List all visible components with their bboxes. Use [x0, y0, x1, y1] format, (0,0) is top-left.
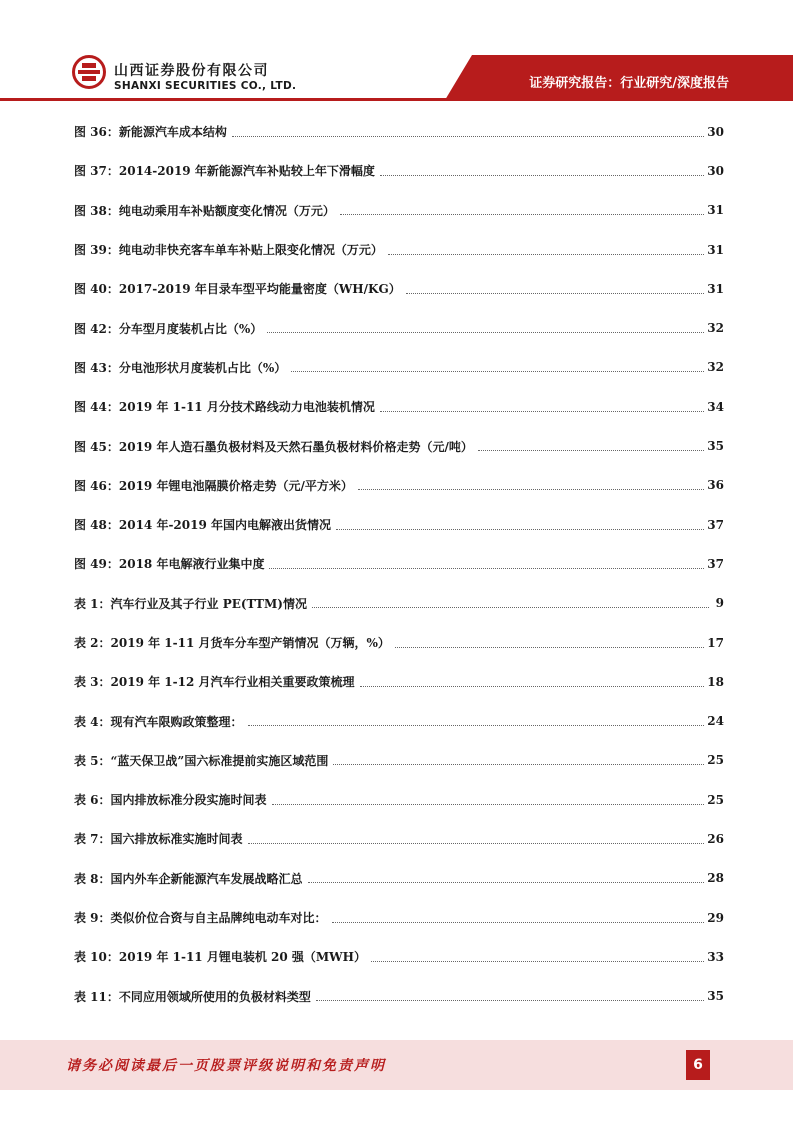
toc-leader-dots: [332, 921, 705, 923]
toc-leader-dots: [395, 646, 704, 648]
toc-leader-dots: [360, 685, 705, 687]
toc-entry-page: 32: [707, 321, 724, 336]
toc-entry-label: 表 9：类似价位合资与自主品牌纯电动车对比：: [74, 911, 327, 926]
toc-leader-dots: [312, 606, 709, 608]
toc-leader-dots: [316, 999, 704, 1001]
toc-entry-page: 30: [707, 163, 724, 178]
toc-entry-label: 图 36：新能源汽车成本结构: [74, 125, 227, 140]
toc-entry[interactable]: [74, 819, 724, 858]
toc-entry-page: 37: [707, 517, 724, 532]
toc-entry[interactable]: [74, 308, 724, 347]
toc-entry[interactable]: [74, 662, 724, 701]
toc-entry[interactable]: [74, 426, 724, 465]
toc-leader-dots: [248, 842, 705, 844]
toc-entry-page: 30: [707, 124, 724, 139]
toc-leader-dots: [358, 488, 704, 490]
toc-entry-label: 表 2：2019 年 1-11 月货车分车型产销情况（万辆，%）: [74, 636, 390, 650]
toc-entry-label: 图 38：纯电动乘用车补贴额度变化情况（万元）: [74, 203, 335, 218]
toc-entry[interactable]: [74, 191, 724, 230]
toc-entry[interactable]: [74, 505, 724, 544]
toc-entry[interactable]: [74, 623, 724, 662]
toc-entry[interactable]: [74, 466, 724, 505]
toc-entry-page: 34: [707, 399, 724, 414]
toc-entry-label: 图 45：2019 年人造石墨负极材料及天然石墨负极材料价格走势（元/吨）: [74, 439, 473, 454]
toc-entry-page: 35: [707, 989, 724, 1004]
toc-leader-dots: [371, 960, 704, 962]
toc-entry[interactable]: [74, 269, 724, 308]
report-type: 证券研究报告：行业研究/深度报告: [529, 76, 729, 91]
toc-entry-label: 图 44：2019 年 1-11 月分技术路线动力电池装机情况: [74, 400, 375, 415]
toc-leader-dots: [478, 449, 704, 451]
toc-leader-dots: [291, 370, 704, 372]
toc-entry-label: 图 37：2014-2019 年新能源汽车补贴较上年下滑幅度: [74, 164, 375, 179]
toc-leader-dots: [380, 410, 704, 412]
toc-leader-dots: [272, 803, 705, 805]
toc-entry[interactable]: [74, 937, 724, 976]
toc-entry[interactable]: [74, 898, 724, 937]
toc-entry-page: 25: [707, 753, 724, 768]
toc-entry-page: 26: [707, 831, 724, 846]
toc-leader-dots: [267, 331, 704, 333]
disclaimer-note: 请务必阅读最后一页股票评级说明和免责声明: [66, 1058, 386, 1074]
toc-entry-page: 29: [707, 910, 724, 925]
toc-entry-label: 表 1：汽车行业及其子行业 PE(TTM)情况: [74, 596, 307, 611]
toc-entry-label: 表 7：国六排放标准实施时间表: [74, 832, 243, 847]
toc-entry[interactable]: [74, 348, 724, 387]
toc-entry[interactable]: [74, 741, 724, 780]
company-name-cn: 山西证券股份有限公司: [114, 63, 269, 79]
company-name-en: SHANXI SECURITIES CO., LTD.: [114, 80, 297, 92]
toc-entry-label: 图 42：分车型月度装机占比（%）: [74, 321, 263, 336]
toc-entry-label: 图 46：2019 年锂电池隔膜价格走势（元/平方米）: [74, 478, 353, 493]
toc-entry[interactable]: [74, 151, 724, 190]
toc-entry[interactable]: [74, 584, 724, 623]
toc-entry[interactable]: [74, 544, 724, 583]
toc-entry-page: 31: [707, 281, 724, 296]
toc-leader-dots: [333, 763, 704, 765]
toc-entry-label: 图 48：2014 年-2019 年国内电解液出货情况: [74, 518, 332, 533]
toc-entry-label: 图 39：纯电动非快充客车单车补贴上限变化情况（万元）: [74, 243, 383, 258]
table-of-figures: [74, 112, 724, 1016]
toc-entry[interactable]: [74, 387, 724, 426]
toc-entry-page: 9: [715, 596, 724, 611]
toc-entry-label: 图 40：2017-2019 年目录车型平均能量密度（WH/KG）: [74, 282, 401, 297]
toc-entry-page: 24: [707, 714, 724, 729]
toc-entry-page: 18: [707, 674, 724, 689]
page-header: [0, 0, 793, 110]
toc-leader-dots: [248, 724, 705, 726]
toc-entry-label: 表 10：2019 年 1-11 月锂电装机 20 强（MWH）: [74, 950, 366, 965]
toc-entry[interactable]: [74, 977, 724, 1016]
toc-entry-page: 35: [707, 439, 724, 454]
toc-leader-dots: [406, 292, 705, 294]
toc-leader-dots: [308, 881, 705, 883]
toc-entry-label: 表 11：不同应用领域所使用的负极材料类型: [74, 989, 311, 1004]
toc-entry-label: 图 43：分电池形状月度装机占比（%）: [74, 360, 287, 375]
toc-entry-page: 17: [707, 635, 724, 650]
toc-leader-dots: [380, 174, 704, 176]
toc-entry-label: 表 3：2019 年 1-12 月汽车行业相关重要政策梳理: [74, 675, 355, 690]
toc-entry[interactable]: [74, 701, 724, 740]
toc-leader-dots: [388, 253, 704, 255]
toc-entry[interactable]: [74, 230, 724, 269]
toc-entry-page: 33: [707, 949, 724, 964]
toc-entry-label: 表 5：“蓝天保卫战”国六标准提前实施区域范围: [74, 753, 329, 768]
toc-leader-dots: [232, 135, 704, 137]
page-footer: [0, 1040, 793, 1090]
page-number: 6: [686, 1050, 710, 1080]
toc-entry-page: 28: [707, 871, 724, 886]
toc-leader-dots: [340, 213, 704, 215]
toc-entry-page: 36: [707, 478, 724, 493]
toc-entry-page: 31: [707, 203, 724, 218]
toc-leader-dots: [336, 528, 704, 530]
toc-entry-page: 32: [707, 360, 724, 375]
toc-entry-page: 37: [707, 556, 724, 571]
toc-entry-label: 表 6：国内排放标准分段实施时间表: [74, 793, 267, 808]
toc-entry-page: 25: [707, 792, 724, 807]
toc-entry[interactable]: [74, 859, 724, 898]
toc-entry[interactable]: [74, 112, 724, 151]
company-logo-icon: [72, 55, 106, 89]
toc-leader-dots: [269, 567, 704, 569]
toc-entry-page: 31: [707, 242, 724, 257]
header-banner: [0, 0, 793, 110]
toc-entry-label: 表 8：国内外车企新能源汽车发展战略汇总: [74, 871, 303, 886]
toc-entry-label: 图 49：2018 年电解液行业集中度: [74, 557, 265, 572]
toc-entry-label: 表 4：现有汽车限购政策整理：: [74, 714, 243, 729]
toc-entry[interactable]: [74, 780, 724, 819]
